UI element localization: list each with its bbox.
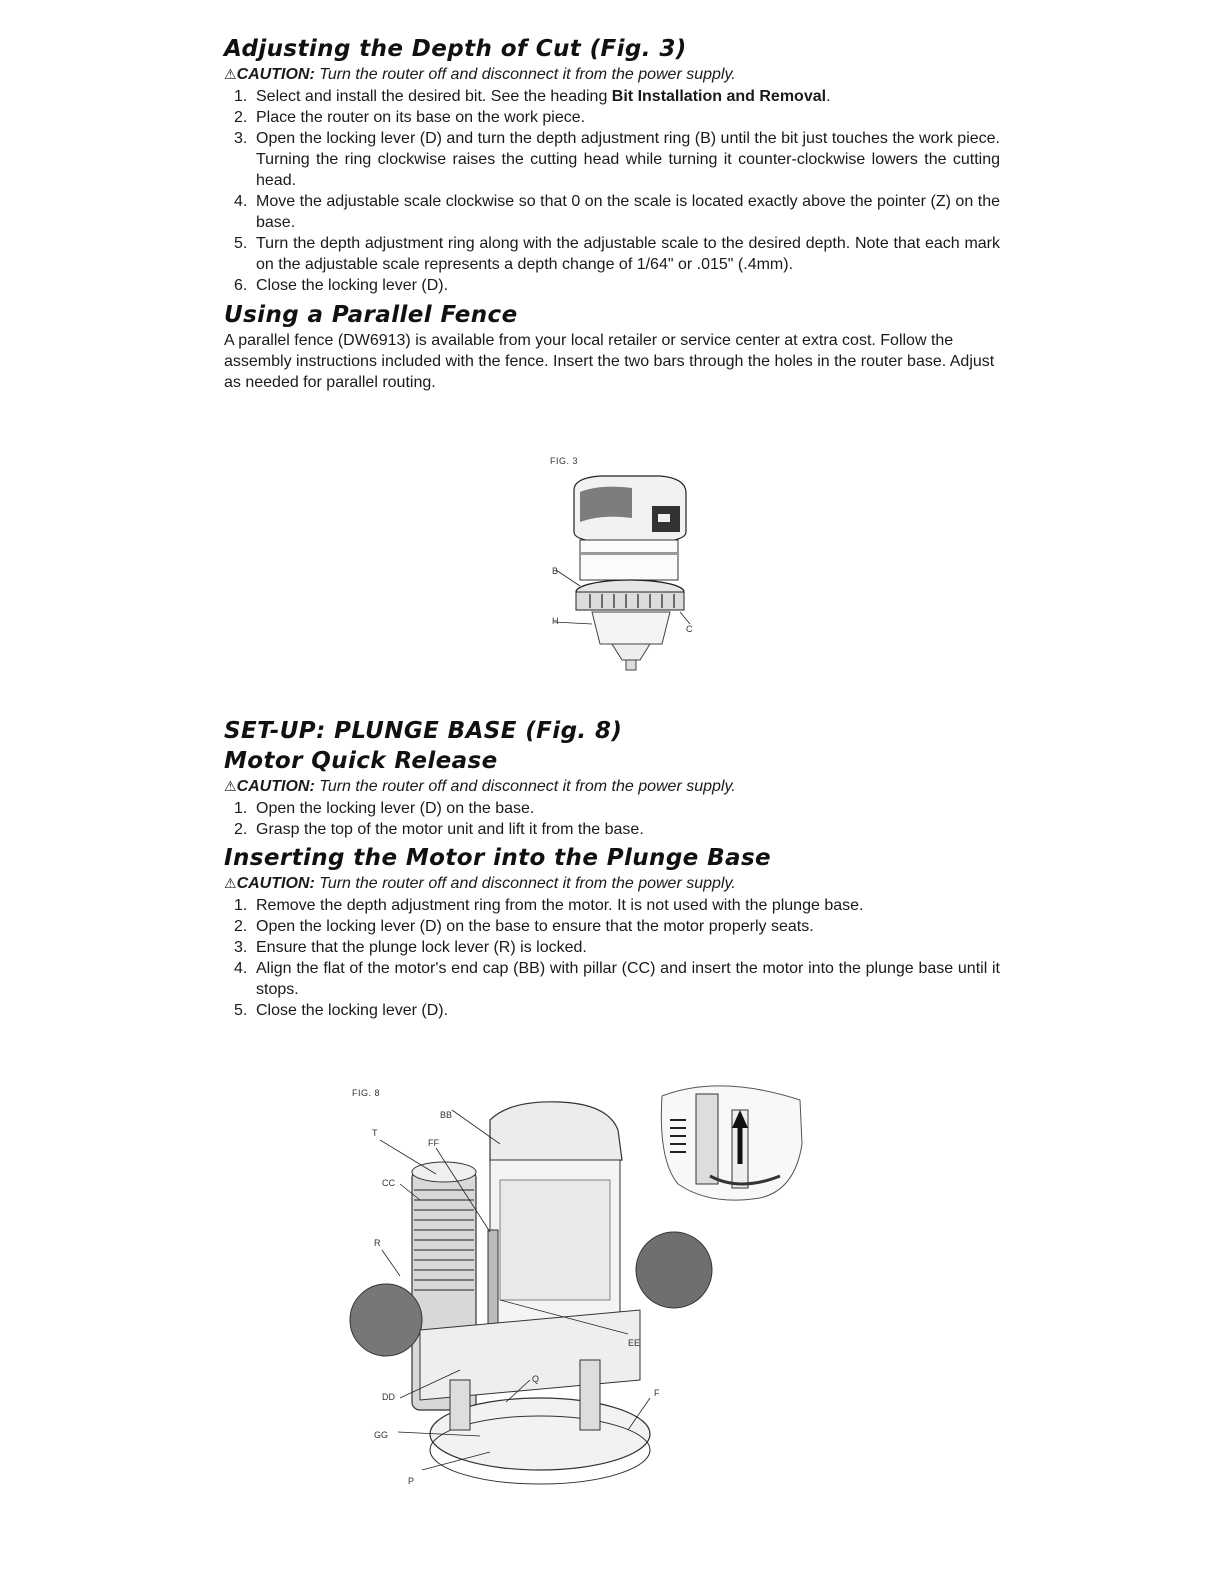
list-item: 6. Close the locking lever (D). — [234, 277, 449, 294]
figure-8-label: FIG. 8 — [352, 1088, 381, 1098]
warning-icon: ⚠ — [224, 778, 237, 794]
list-item: 2. Place the router on its base on the work piece. — [234, 109, 586, 126]
depth-steps-list — [224, 86, 1000, 296]
list-item: 5. Turn the depth adjustment ring along with the adjustable scale to the desired depth. Note that each mark on the adjustable scale represents a depth change of 1/64" or .015" (.4mm). — [234, 235, 1000, 273]
caution-label: CAUTION: — [236, 875, 315, 892]
insert-motor-steps-list — [224, 895, 1000, 1021]
callout-ee: EE — [628, 1338, 641, 1348]
plunge-base-section — [224, 716, 1000, 1021]
list-item: 1. Remove the depth adjustment ring from the motor. It is not used with the plunge base. — [234, 897, 864, 914]
list-item: 3. Ensure that the plunge lock lever (R) is locked. — [234, 939, 587, 956]
caution-text: Turn the router off and disconnect it from the power supply. — [314, 66, 736, 83]
list-item: 2. Grasp the top of the motor unit and lift it from the base. — [234, 821, 644, 838]
caution-text: Turn the router off and disconnect it from the power supply. — [314, 875, 736, 892]
heading-setup-plunge-base: SET-UP: PLUNGE BASE (Fig. 8) — [224, 718, 623, 744]
list-item: 1. Open the locking lever (D) on the base. — [234, 800, 535, 817]
list-item: 2. Open the locking lever (D) on the base to ensure that the motor properly seats. — [234, 918, 814, 935]
callout-q: Q — [532, 1374, 540, 1384]
caution-label: CAUTION: — [236, 66, 315, 83]
callout-f: F — [654, 1388, 660, 1398]
callout-t: T — [372, 1128, 378, 1138]
heading-inserting-motor: Inserting the Motor into the Plunge Base — [224, 845, 772, 871]
caution-note-1 — [224, 64, 1000, 85]
heading-parallel-fence: Using a Parallel Fence — [224, 302, 518, 328]
callout-h: H — [552, 616, 559, 626]
callout-r: R — [374, 1238, 381, 1248]
figure-3-label: FIG. 3 — [550, 456, 579, 466]
heading-depth-of-cut: Adjusting the Depth of Cut (Fig. 3) — [224, 36, 687, 62]
figure-3 — [540, 452, 720, 682]
manual-page — [224, 34, 1000, 393]
warning-icon: ⚠ — [224, 66, 237, 82]
warning-icon: ⚠ — [224, 875, 237, 891]
list-item: 1. Select and install the desired bit. See the heading Bit Installation and Removal. — [234, 88, 831, 105]
callout-gg: GG — [374, 1430, 389, 1440]
callout-ff: FF — [428, 1138, 439, 1148]
caution-label: CAUTION: — [236, 778, 315, 795]
caution-note-3 — [224, 873, 1000, 894]
list-item: 3. Open the locking lever (D) and turn the depth adjustment ring (B) until the bit just touches the work piece. Turning the ring clockwise raises the cutting head while turning it counter-clockwise lowers the cutting head. — [234, 130, 1000, 189]
list-item: 5. Close the locking lever (D). — [234, 1002, 449, 1019]
callout-cc: CC — [382, 1178, 395, 1188]
figure-8 — [340, 1080, 820, 1500]
plunge-router-illustration — [340, 1080, 820, 1500]
list-item: 4. Move the adjustable scale clockwise so that 0 on the scale is located exactly above the pointer (Z) on the base. — [234, 193, 1000, 231]
callout-b: B — [552, 566, 559, 576]
callout-p: P — [408, 1476, 415, 1486]
quick-release-steps-list — [224, 798, 1000, 840]
router-depth-ring-illustration — [540, 452, 720, 682]
callout-bb: BB — [440, 1110, 453, 1120]
caution-text: Turn the router off and disconnect it from the power supply. — [314, 778, 736, 795]
list-item: 4. Align the flat of the motor's end cap (BB) with pillar (CC) and insert the motor into the plunge base until it stops. — [234, 960, 1000, 998]
callout-c: C — [686, 624, 693, 634]
callout-dd: DD — [382, 1392, 395, 1402]
heading-motor-quick-release: Motor Quick Release — [224, 748, 498, 774]
caution-note-2 — [224, 776, 1000, 797]
parallel-fence-text: A parallel fence (DW6913) is available from your local retailer or service center at extra cost. Follow the assembly instructions included with the fence. Insert the two bars through the holes in the router base. Adjust as needed for parallel routing. — [224, 332, 995, 391]
